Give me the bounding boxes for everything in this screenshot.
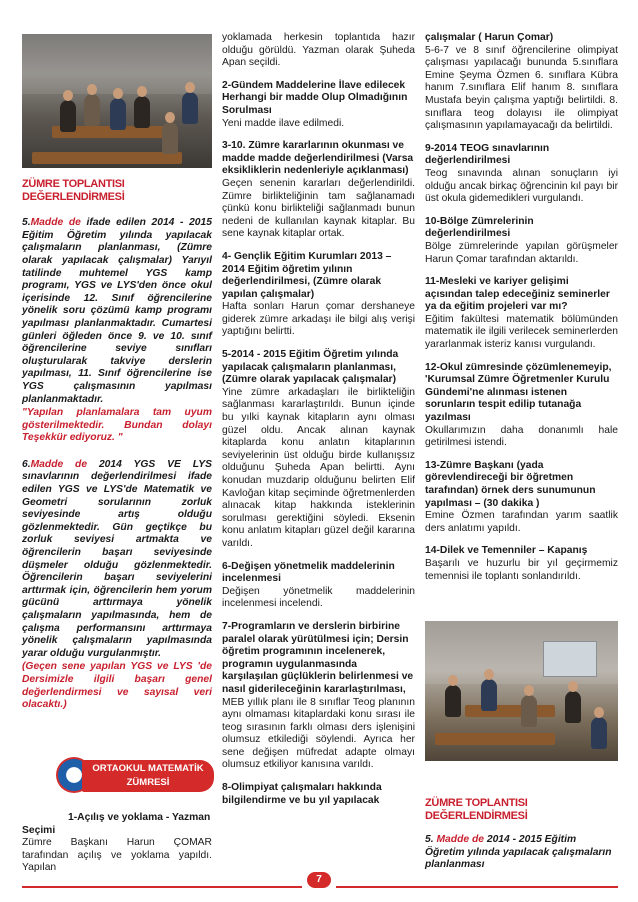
section-6: 6-Değişen yönetmelik maddelerinin incelenmesi Değişen yönetmelik maddelerinin incelenmesi incelendi.	[222, 560, 415, 610]
section-5: 5-2014 - 2015 Eğitim Öğretim yılında yapılacak çalışmaların planlanması, (Zümre olarak yapılacak çalışmalar) Yine zümre arkadaşları ile birlikteliğin sağlanması kararlaştırıldı. Bunun içinde bu yılki kaynak kitapların aynı olması güzel oldu. Ancak alınan kaynak kitaplarda konu anlatın kitaplarının seviyelerinin üst olduğu birde kullanışsız olduğunu Şuheda Apan belirtti. Aynı konudan muzdarip olduğunu belirten Elif Kavloğan kitap seçiminde öğretmenlerden alınacak kitap hakkında isteklerinin sorulması gerektiğini söyledi. Eksenin konu anlatım kitapları güzel değil kararına varıldı.	[222, 349, 415, 549]
intro-text: yoklamada herkesin toplantıda hazır olduğu görüldü. Yazman olarak Şuheda Apan seçildi.	[222, 32, 415, 69]
section-9: 9-2014 TEOG sınavlarının değerlendirilmesi Teog sınavında alınan sonuçların iyi olduğu ancak birkaç öğrencinin kıl payı bir üst okula gidemedikleri vurgulandı.	[425, 142, 618, 205]
meeting-photo	[22, 34, 212, 168]
item-1: 1-Açılış ve yoklama - Yazman Seçimi Zümre Başkanı Harun ÇOMAR tarafından açılış ve yoklama yapıldı. Yapılan	[22, 812, 212, 874]
section-4: 4- Gençlik Eğitim Kurumları 2013 – 2014 Eğitim öğretim yılının değerlendirilmesi, (Zümre olarak yapılan çalışmalar) Hafta sonları Harun çomar dershaneye giderek zümre arkadaşı ile bilgi alış verişi yaptığını belirtti.	[222, 250, 415, 338]
column-middle	[222, 32, 415, 817]
column-left	[22, 178, 212, 712]
section-10: 10-Bölge Zümrelerinin değerlendirilmesi Bölge zümrelerinde yapılan görüşmeler Harun Çomar tarafından aktarıldı.	[425, 215, 618, 265]
section-8-cont: çalışmalar ( Harun Çomar) 5-6-7 ve 8 sınıf öğrencilerine olimpiyat çalışması yapılacağı bununda 5.sınıflara Emine Şeyma Özmen 6. sınıflara Kübra hanım 7.sınıflara Elif hanım 8. sınıflara Mustafa beyin çalışma yaptığı belirtildi. 8. sınıflara teog dolayısı ile olimpiyat çalışmasının yapılamayacağı da belirtildi.	[425, 32, 618, 132]
classroom-photo	[425, 621, 618, 761]
item-5-quote: "Yapılan planlamalara tam uyum gösterilmektedir. Bundan dolayı Teşekkür ediyoruz. "	[22, 407, 212, 444]
item-6: 6.Madde de 2014 YGS VE LYS sınavlarının değerlendirilmesi ifade edilen YGS ve LYS'de Matematik ve Geometri sorularının zorluk seviyesinde artış olduğu gözlenmektedir. Gün geçtikçe bu zorluk seviyesi artmakta ve öğrencilerin başarı seviyesinde düşmeler olduğu gözlenmektedir. Öğrencilerin başarı seviyelerini arttırmak için, öğrencilerin hem yorum gücünü arttırmaya yönelik çalışmaların yapılmasında, hem de çalışma performansını arttırmaya yönelik çalışmaların yapılmasında yarar olduğu vurgulanmıştır. (Geçen sene yapılan YGS ve LYS 'de Dersimizle ilgili başarı genel değerlendirmesi ve sayısal veri olacaktı.)	[22, 458, 212, 711]
section-11: 11-Mesleki ve kariyer gelişimi açısından talep edeceğiniz seminerler ya da eğitim projeleri var mı? Eğitim fakültesi matematik bölümünden matematik ile ilgili verilecek seminerlerden yararlanmak isteriz kanısı vurgulandı.	[425, 276, 618, 351]
section-13: 13-Zümre Başkanı (yada görevlendireceği bir öğretmen tarafından) örnek ders sunumunun yapılması – (30 dakika ) Emine Özmen tarafından yarım saatlik ders anlatımı yapıldı.	[425, 459, 618, 534]
page-number: 7	[307, 872, 331, 888]
section-7: 7-Programların ve derslerin birbirine paralel olarak yürütülmesi için; Dersin öğretim programının incelenerek, programın uygulanmasında karşılaşılan güçlüklerin belirlenmesi ve nasıl giderileceğinin kararlaştırılması, MEB yıllık planı ile 8 sınıflar Teog planının aynı olmaması kitaplardaki konu sırası ile teog sırasının farklı olması ders işlenişini olumsuz etkilediği söylendi. Ayrıca her sene değişen müfredat adapte olmayı olumsuz etkiliyor kanısına varıldı.	[222, 620, 415, 771]
footer-line-left	[22, 886, 302, 888]
section-14: 14-Dilek ve Temenniler – Kapanış Başarılı ve huzurlu bir yıl geçirmemiz temennisi ile toplantı sonlandırıldı.	[425, 545, 618, 582]
column-right	[425, 32, 618, 593]
item-6-quote: (Geçen sene yapılan YGS ve LYS 'de Dersimizle ilgili başarı genel değerlendirmesi ve sayısal veri olacaktı.)	[22, 661, 212, 711]
section-3: 3-10. Zümre kararlarının okunması ve madde madde değerlendirilmesi (Varsa eksikliklerin nedenleriyle açıklanması) Geçen senenin kararları değerlendirildi. Zümre birlikteliğinin tam sağlanamadı çünkü konu birlikteliği sağlanmadı bunun nedeni de kullanılan kaynak kitaplar. Bu sene kaynak kitaplar ortak.	[222, 140, 415, 240]
section-8: 8-Olimpiyat çalışmaları hakkında bilgilendirme ve bu yıl yapılacak	[222, 782, 382, 806]
bottom-item-5: 5. Madde de 2014 - 2015 Eğitim Öğretim yılında yapılacak çalışmaların planlanması	[425, 834, 612, 871]
section-12: 12-Okul zümresinde çözümlenemeyip, 'Kurumsal Zümre Öğretmenler Kurulu Gündemi'ne alınması istenen sorunların tespit edilip tutanağa yazılması Okullarımızın daha donanımlı hale getirilmesi istendi.	[425, 361, 618, 449]
item-5: 5.Madde de ifade edilen 2014 - 2015 Eğitim Öğretim yılında yapılacak çalışmaların planlanması, (Zümre olarak yapılacak çalışmalar) Yarıyıl tatilinde muhtemel YGS kamp programı, YGS ve LYS'den önce okul içerisinde 12. Sınıf öğrencilerine yönelik soru çözümü kamp programı yapılması planlanmaktadır. Cumartesi günleri öğleden önce 9. ve 10. sınıf öğrencilerine seviye sınıfları oluşturularak takviye derslerin yapılması, 11. Sınıf öğrencilerine ise YGS çalışmasının yapılması planlanmaktadır. "Yapılan planlamalara tam uyum gösterilmektedir. Bundan dolayı Teşekkür ediyoruz. "	[22, 217, 212, 444]
section-2: 2-Gündem Maddelerine İlave edilecek Herhangi bir madde Olup Olmadığının Sorulması Yeni madde ilave edilmedi.	[222, 79, 408, 129]
bottom-section-title: ZÜMRE TOPLANTISI DEĞERLENDİRMESİ	[425, 797, 528, 822]
zumre-badge	[56, 757, 214, 795]
badge-label: ORTAOKUL MATEMATİK ZÜMRESİ	[82, 760, 214, 792]
section-title: ZÜMRE TOPLANTISI DEĞERLENDİRMESİ	[22, 178, 125, 203]
bottom-section	[425, 797, 618, 872]
footer-line-right	[336, 886, 618, 888]
